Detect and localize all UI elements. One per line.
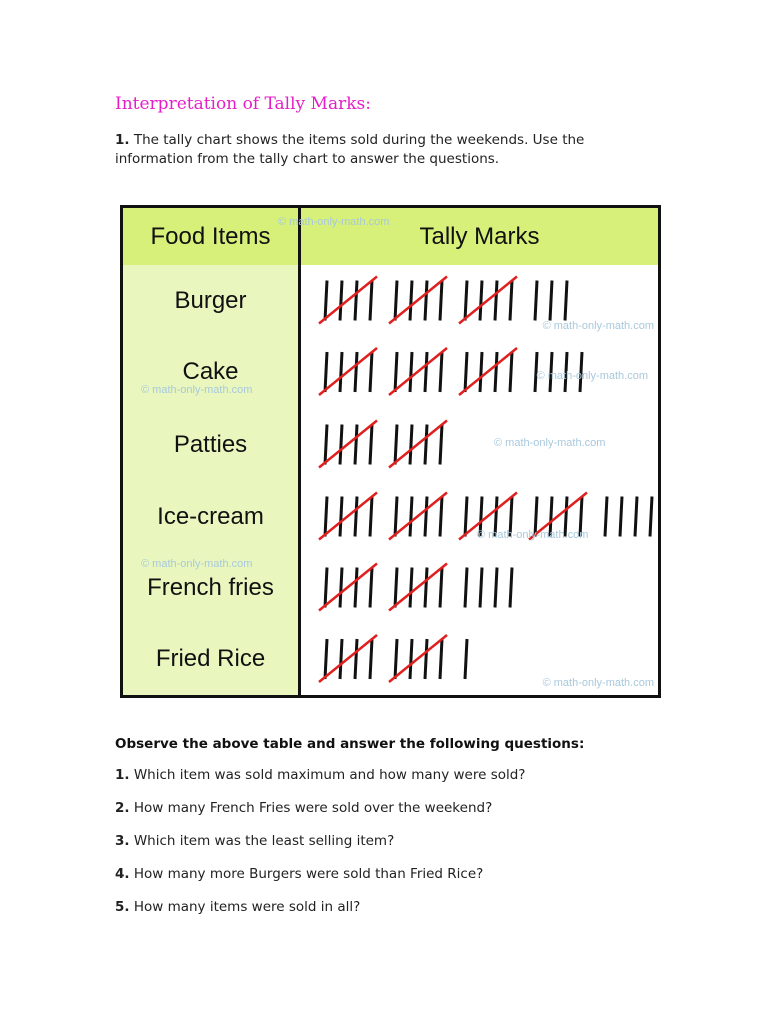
tally-stroke	[480, 568, 482, 608]
tally-stroke	[395, 639, 397, 679]
tally-stroke	[340, 425, 342, 465]
question-number: 1.	[115, 767, 130, 783]
tally-stroke	[340, 568, 342, 608]
row-item-burger: Burger	[123, 265, 301, 336]
tally-stroke	[325, 497, 327, 537]
tally-stroke	[340, 281, 342, 321]
tally-stroke	[510, 352, 512, 392]
tally-stroke	[370, 568, 372, 608]
question-5	[115, 898, 675, 916]
tally-stroke	[370, 352, 372, 392]
question-text: How many French Fries were sold over the weekend?	[133, 800, 493, 816]
tally-stroke	[620, 497, 622, 537]
tally-stroke	[355, 568, 357, 608]
tally-cell-burger	[301, 265, 658, 336]
question-text: Which item was sold maximum and how many were sold?	[133, 767, 526, 783]
row-item-cake	[123, 336, 301, 408]
tally-stroke	[325, 352, 327, 392]
intro-text: The tally chart shows the items sold during the weekends. Use the information from the tally chart to answer the questions.	[115, 132, 585, 167]
tally-stroke	[425, 281, 427, 321]
tally-stroke	[340, 639, 342, 679]
tally-stroke	[355, 497, 357, 537]
tally-stroke	[495, 352, 497, 392]
question-text: How many more Burgers were sold than Fried Rice?	[133, 866, 484, 882]
header-tally-marks: Tally Marks	[419, 222, 540, 250]
tally-stroke	[650, 497, 652, 537]
questions-section	[115, 736, 675, 931]
question-number: 5.	[115, 899, 130, 915]
tally-cell-fried-rice	[301, 623, 658, 695]
tally-stroke	[355, 352, 357, 392]
tally-stroke	[635, 497, 637, 537]
tally-stroke	[410, 497, 412, 537]
tally-stroke	[370, 281, 372, 321]
question-1	[115, 766, 675, 784]
tally-stroke	[410, 568, 412, 608]
tally-stroke	[340, 352, 342, 392]
tally-stroke	[440, 639, 442, 679]
row-item-french-fries	[123, 552, 301, 623]
row-item-label: Cake	[182, 358, 239, 385]
table-row	[123, 552, 658, 625]
row-item-patties: Patties	[123, 408, 301, 481]
row-item-fried-rice: Fried Rice	[123, 623, 301, 695]
tally-stroke	[480, 352, 482, 392]
tally-stroke	[355, 281, 357, 321]
tally-stroke	[410, 425, 412, 465]
tally-stroke	[510, 281, 512, 321]
tally-stroke	[440, 568, 442, 608]
tally-stroke	[425, 497, 427, 537]
tally-cell-french-fries	[301, 552, 658, 623]
table-row	[123, 408, 658, 483]
tally-stroke	[605, 497, 607, 537]
tally-stroke	[550, 281, 552, 321]
tally-cell-patties	[301, 408, 658, 481]
tally-cell-ice-cream	[301, 481, 658, 552]
tally-stroke	[535, 281, 537, 321]
watermark: © math-only-math.com	[542, 677, 654, 689]
tally-stroke	[395, 281, 397, 321]
watermark: © math-only-math.com	[141, 384, 253, 396]
tally-stroke	[465, 497, 467, 537]
tally-stroke	[565, 281, 567, 321]
table-row	[123, 336, 658, 410]
tally-stroke	[325, 568, 327, 608]
question-3	[115, 832, 675, 850]
tally-stroke	[395, 352, 397, 392]
intro-paragraph	[115, 131, 655, 169]
watermark: © math-only-math.com	[494, 437, 606, 449]
tally-stroke	[440, 352, 442, 392]
row-item-label: French fries	[147, 573, 274, 601]
question-text: How many items were sold in all?	[133, 899, 361, 915]
tally-stroke	[325, 425, 327, 465]
tally-stroke	[395, 425, 397, 465]
question-2	[115, 799, 675, 817]
tally-stroke	[395, 497, 397, 537]
tally-stroke	[465, 568, 467, 608]
tally-stroke	[325, 281, 327, 321]
watermark: © math-only-math.com	[542, 320, 654, 332]
watermark: © math-only-math.com	[477, 529, 589, 541]
tally-table	[120, 205, 661, 698]
tally-stroke	[440, 425, 442, 465]
tally-cell-cake	[301, 336, 658, 408]
tally-stroke	[495, 568, 497, 608]
header-food-items: Food Items	[123, 208, 301, 265]
tally-stroke	[370, 639, 372, 679]
table-row	[123, 481, 658, 554]
tally-stroke	[410, 352, 412, 392]
tally-stroke	[410, 639, 412, 679]
watermark: © math-only-math.com	[536, 370, 648, 382]
tally-stroke	[355, 639, 357, 679]
tally-stroke	[440, 497, 442, 537]
watermark: © math-only-math.com	[278, 216, 390, 228]
page-title: Interpretation of Tally Marks:	[115, 94, 371, 114]
tally-stroke	[465, 281, 467, 321]
tally-stroke	[410, 281, 412, 321]
tally-stroke	[355, 425, 357, 465]
tally-stroke	[465, 352, 467, 392]
tally-stroke	[425, 425, 427, 465]
tally-stroke	[425, 568, 427, 608]
tally-stroke	[440, 281, 442, 321]
question-number: 2.	[115, 800, 130, 816]
tally-stroke	[465, 639, 467, 679]
row-item-ice-cream: Ice-cream	[123, 481, 301, 552]
questions-heading: Observe the above table and answer the following questions:	[115, 736, 585, 752]
tally-stroke	[395, 568, 397, 608]
tally-stroke	[325, 639, 327, 679]
tally-stroke	[510, 568, 512, 608]
tally-stroke	[370, 425, 372, 465]
question-text: Which item was the least selling item?	[133, 833, 395, 849]
intro-number: 1.	[115, 132, 130, 148]
tally-stroke	[425, 639, 427, 679]
tally-marks	[301, 552, 657, 623]
question-number: 3.	[115, 833, 130, 849]
table-row	[123, 623, 658, 695]
tally-stroke	[340, 497, 342, 537]
table-row	[123, 265, 658, 338]
tally-stroke	[480, 281, 482, 321]
question-number: 4.	[115, 866, 130, 882]
tally-stroke	[425, 352, 427, 392]
table-header	[123, 208, 658, 267]
tally-marks	[301, 481, 657, 552]
watermark: © math-only-math.com	[141, 558, 253, 570]
tally-stroke	[495, 281, 497, 321]
question-4	[115, 865, 675, 883]
tally-stroke	[370, 497, 372, 537]
